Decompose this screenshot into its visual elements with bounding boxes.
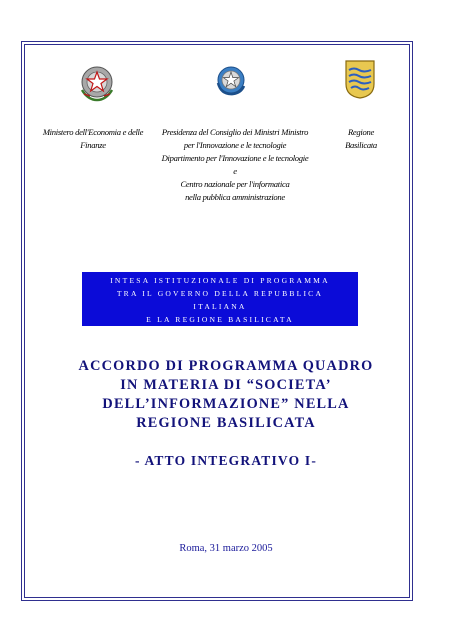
institution-center-line: Centro nazionale per l'informatica xyxy=(180,179,290,189)
intesa-line: TRA IL GOVERNO DELLA REPUBBLICA xyxy=(116,289,324,298)
innovation-dept-emblem-icon xyxy=(211,58,251,104)
title-line: ACCORDO DI PROGRAMMA QUADRO xyxy=(78,358,374,374)
institution-left-line: Finanze xyxy=(80,140,106,150)
institution-right-line: Regione xyxy=(347,127,375,137)
document-title xyxy=(40,357,412,433)
title-line: IN MATERIA DI “SOCIETA’ xyxy=(120,377,332,393)
title-line: REGIONE BASILICATA xyxy=(136,415,316,431)
basilicata-coat-of-arms-icon xyxy=(343,58,377,100)
institution-center-line: e xyxy=(233,166,237,176)
italian-republic-emblem-icon xyxy=(74,58,120,104)
intesa-line: ITALIANA xyxy=(193,302,247,311)
institution-center-line: per l'Innovazione e le tecnologie xyxy=(183,140,287,150)
institution-right-line: Basilicata xyxy=(345,140,377,150)
institution-center-line: Presidenza del Consiglio dei Ministri Ministro xyxy=(161,127,309,137)
title-line: DELL’INFORMAZIONE” NELLA xyxy=(102,396,350,412)
intesa-box xyxy=(82,272,358,326)
document-subtitle: - ATTO INTEGRATIVO I- xyxy=(134,453,318,468)
institution-left xyxy=(32,126,154,152)
institution-right xyxy=(326,126,396,152)
intesa-line: INTESA ISTITUZIONALE DI PROGRAMMA xyxy=(110,276,330,285)
institution-left-line: Ministero dell'Economia e delle xyxy=(42,127,144,137)
intesa-line: E LA REGIONE BASILICATA xyxy=(146,315,294,324)
institution-center xyxy=(150,126,320,204)
institution-center-line: nella pubblica amministrazione xyxy=(185,192,285,202)
institution-center-line: Dipartimento per l'Innovazione e le tecnologie xyxy=(161,153,309,163)
document-date: Roma, 31 marzo 2005 xyxy=(179,543,273,554)
